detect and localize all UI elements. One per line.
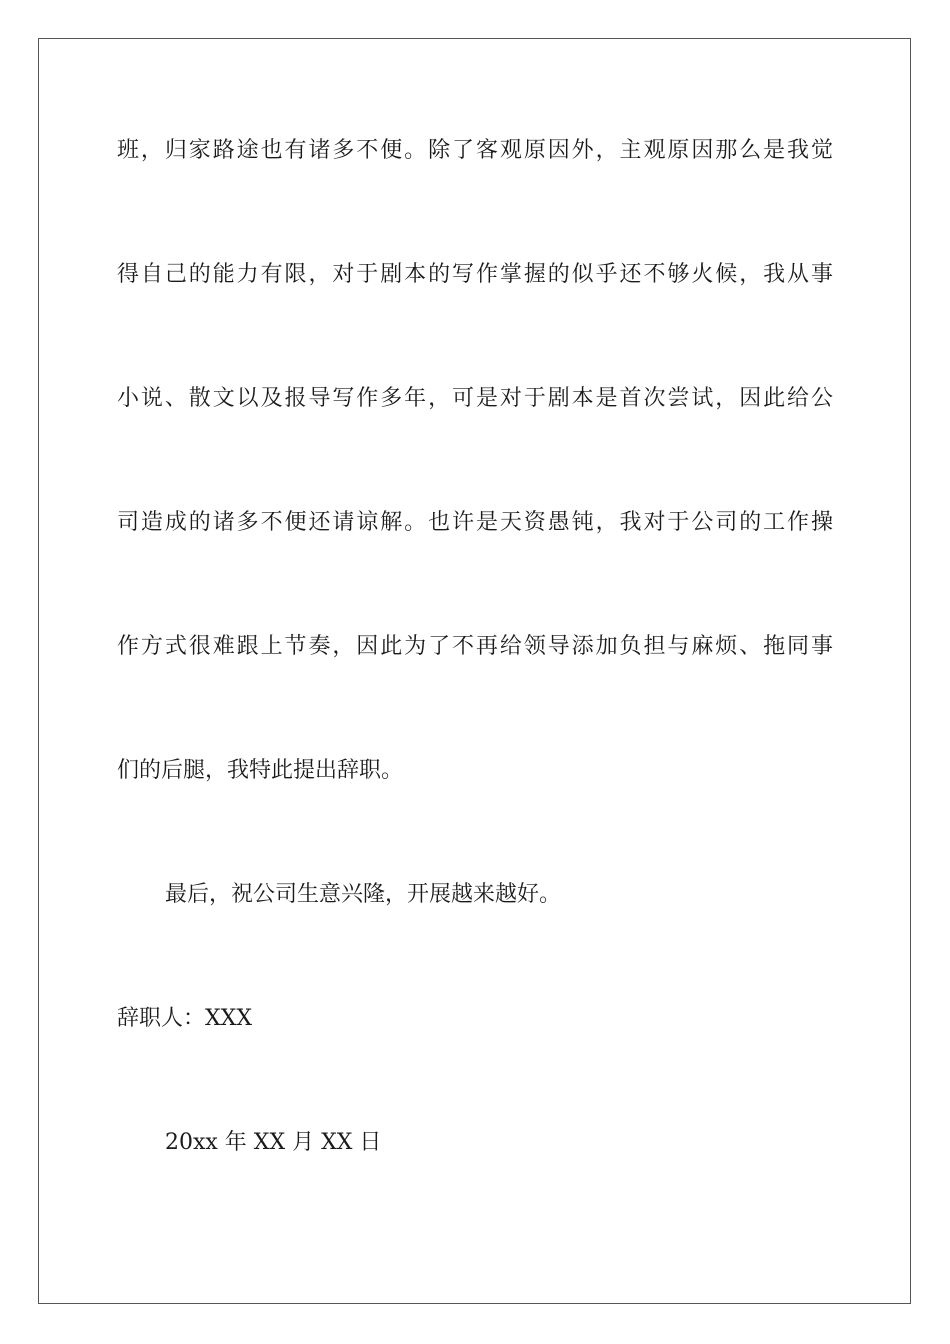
signature: 辞职人：XXX (117, 1006, 252, 1031)
date: 20xx 年 XX 月 XX 日 (165, 1130, 382, 1155)
body-line-4: 司造成的诸多不便还请谅解。也许是天资愚钝，我对于公司的工作操 (117, 510, 833, 535)
page-border (38, 38, 911, 1304)
body-line-3: 小说、散文以及报导写作多年，可是对于剧本是首次尝试，因此给公 (117, 386, 833, 411)
body-line-1: 班，归家路途也有诸多不便。除了客观原因外，主观原因那么是我觉 (117, 138, 833, 163)
body-line-6: 们的后腿，我特此提出辞职。 (117, 758, 404, 783)
closing-greeting: 最后，祝公司生意兴隆，开展越来越好。 (165, 882, 562, 907)
body-line-5: 作方式很难跟上节奏，因此为了不再给领导添加负担与麻烦、拖同事 (117, 634, 833, 659)
body-line-2: 得自己的能力有限，对于剧本的写作掌握的似乎还不够火候，我从事 (117, 262, 833, 287)
